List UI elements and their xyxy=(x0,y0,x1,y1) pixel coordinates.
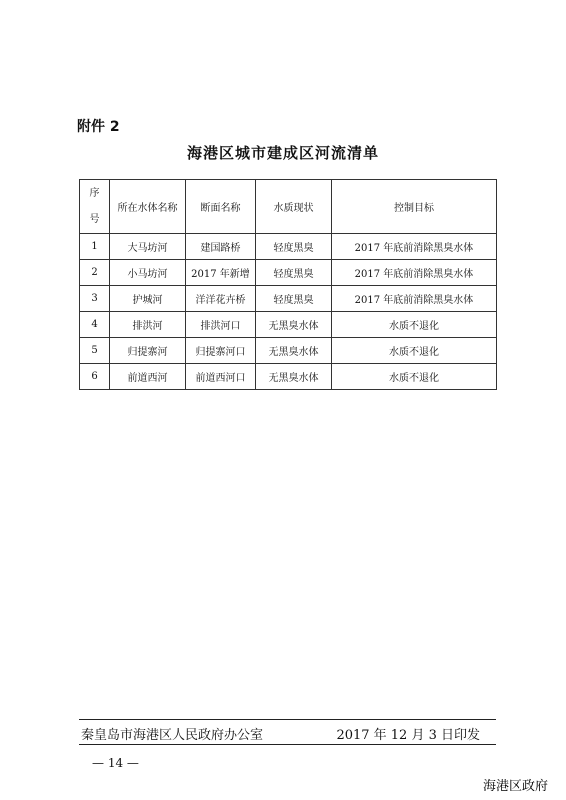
table-row xyxy=(80,338,497,364)
cell-section: 2017 年新增 xyxy=(186,260,256,286)
issuer-name: 秦皇岛市海港区人民政府办公室 xyxy=(81,728,264,743)
cell-target: 水质不退化 xyxy=(332,364,497,390)
cell-status: 无黑臭水体 xyxy=(256,364,332,390)
river-list-table xyxy=(79,179,497,390)
cell-target: 水质不退化 xyxy=(332,312,497,338)
header-section: 断面名称 xyxy=(186,180,256,234)
cell-status: 无黑臭水体 xyxy=(256,312,332,338)
footer-divider-bottom xyxy=(79,744,496,745)
cell-water-body: 大马坊河 xyxy=(110,234,186,260)
cell-index: 1 xyxy=(80,234,110,260)
cell-section: 洋洋花卉桥 xyxy=(186,286,256,312)
header-water-body: 所在水体名称 xyxy=(110,180,186,234)
cell-status: 轻度黑臭 xyxy=(256,234,332,260)
table-header-row xyxy=(80,180,497,234)
cell-water-body: 小马坊河 xyxy=(110,260,186,286)
page-number: — 14 — xyxy=(92,756,139,770)
table-row xyxy=(80,286,497,312)
cell-status: 轻度黑臭 xyxy=(256,286,332,312)
table-row xyxy=(80,234,497,260)
cell-water-body: 归提寨河 xyxy=(110,338,186,364)
cell-section: 排洪河口 xyxy=(186,312,256,338)
cell-water-body: 前道西河 xyxy=(110,364,186,390)
cell-index: 3 xyxy=(80,286,110,312)
watermark-text: 海港区政府 xyxy=(482,779,548,794)
cell-status: 无黑臭水体 xyxy=(256,338,332,364)
attachment-label: 附件 2 xyxy=(77,119,120,135)
cell-section: 前道西河口 xyxy=(186,364,256,390)
cell-section: 建国路桥 xyxy=(186,234,256,260)
header-index xyxy=(80,180,110,234)
document-title: 海港区城市建成区河流清单 xyxy=(186,144,379,162)
issue-date: 2017 年 12 月 3 日印发 xyxy=(336,728,480,743)
cell-index: 2 xyxy=(80,260,110,286)
header-index-label: 序号 xyxy=(89,187,100,225)
footer-divider-top xyxy=(79,719,496,720)
cell-target: 2017 年底前消除黑臭水体 xyxy=(332,234,497,260)
cell-target: 水质不退化 xyxy=(332,338,497,364)
header-target: 控制目标 xyxy=(332,180,497,234)
cell-index: 5 xyxy=(80,338,110,364)
cell-section: 归提寨河口 xyxy=(186,338,256,364)
table-row xyxy=(80,364,497,390)
cell-target: 2017 年底前消除黑臭水体 xyxy=(332,286,497,312)
cell-index: 6 xyxy=(80,364,110,390)
cell-water-body: 排洪河 xyxy=(110,312,186,338)
cell-target: 2017 年底前消除黑臭水体 xyxy=(332,260,497,286)
cell-index: 4 xyxy=(80,312,110,338)
header-status: 水质现状 xyxy=(256,180,332,234)
table-row xyxy=(80,312,497,338)
cell-water-body: 护城河 xyxy=(110,286,186,312)
table-row xyxy=(80,260,497,286)
cell-status: 轻度黑臭 xyxy=(256,260,332,286)
